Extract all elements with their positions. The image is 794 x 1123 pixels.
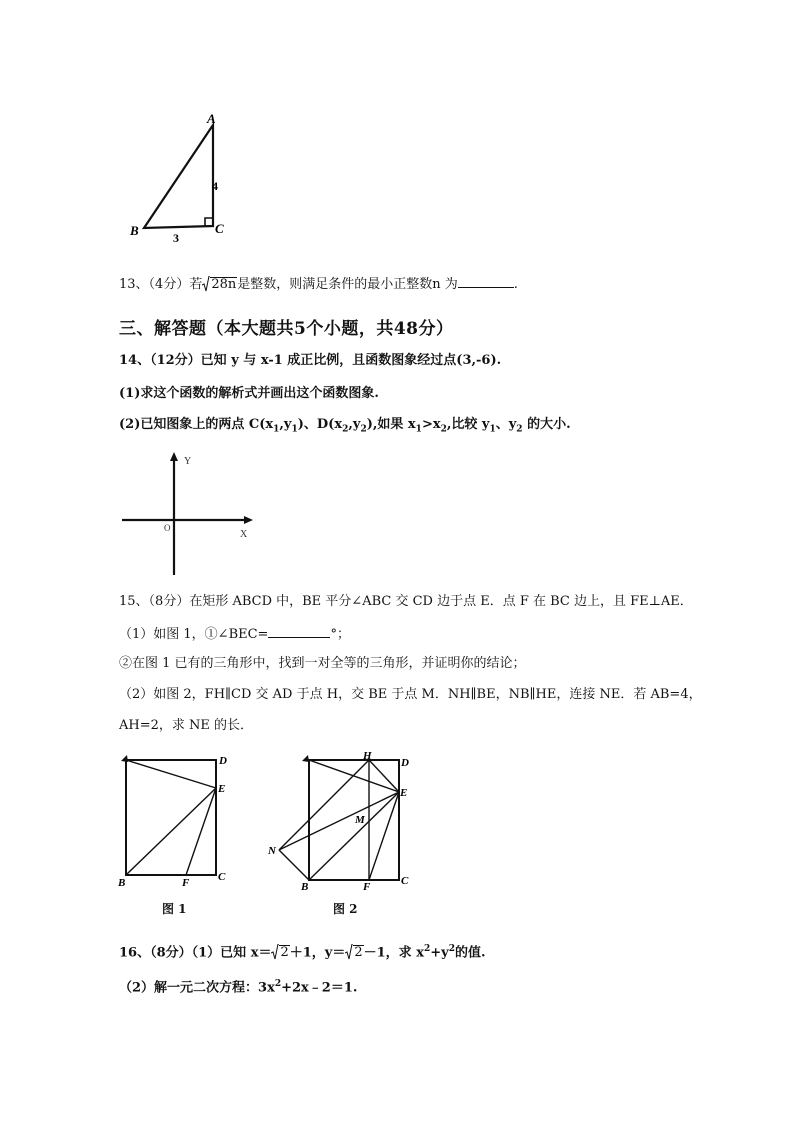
sub-1: 1 [291,424,298,435]
segment-nh [279,760,369,850]
q15-part1 [119,624,350,644]
section-3-title: 三、解答题（本大题共5个小题，共48分） [119,319,454,339]
label-h: H [363,750,372,762]
question-13 [119,274,518,294]
sup-2: 2 [274,979,282,989]
segment-fe [186,788,216,875]
radical-sign-icon [345,944,353,960]
label-f: F [363,881,371,893]
q15-stem: 15、（8分）在矩形 ABCD 中，BE 平分∠ABC 交 CD 边于点 E．点 F 在 BC 边上，且 FE⊥AE． [119,594,693,609]
q14-stem: 14、（12分）已知 y 与 x-1 成正比例，且函数图象经过点(3,-6). [119,353,502,368]
radical [271,944,289,962]
bec-answer-blank [268,624,330,638]
sub-1: 1 [489,424,496,435]
sub-2: 2 [440,424,447,435]
radical-sign-icon [202,276,210,292]
segment-ne [279,792,399,850]
radical-sign-icon [271,944,279,960]
label-d: D [401,757,409,769]
sub-2: 2 [342,424,349,435]
label-e: E [400,787,408,799]
x-axis-label: X [240,529,248,540]
y-axis-arrow-icon [170,452,178,461]
origin-label: O [164,523,171,533]
side-ac-label: 4 [212,179,218,193]
label-b: B [118,877,126,889]
q16-part2-a: （2）解一元二次方程：3x [119,980,275,996]
figure-1 [112,748,242,898]
coordinate-axes-figure [118,445,263,580]
label-c: C [401,875,409,887]
x-axis-arrow-icon [244,516,253,524]
vertex-c-label: C [215,221,224,236]
q14-part2-h: 、y [495,417,517,432]
q14-part2-f: >x [421,417,441,432]
q15-part2-a: （2）如图 2，FH∥CD 交 AD 于点 H，交 BE 于点 M．NH∥BE，NB∥HE，连接 NE．若 AB=4， [119,687,702,702]
q13-answer-blank [458,274,514,288]
figure-2 [265,748,425,898]
point-a-marker [121,755,128,762]
q15-part1-c: ②在图 1 已有的三角形中，找到一对全等的三角形，并证明你的结论； [119,656,526,671]
y-axis-label: Y [184,456,192,467]
right-angle-mark [205,218,213,226]
q15-part2-b: AH=2，求 NE 的长． [119,718,254,733]
point-a-marker [302,755,309,762]
radical [202,276,237,294]
q16-part1-a: 16、（8分）（1）已知 x＝ [119,945,272,961]
q14-part2-e: ),如果 x [366,417,416,432]
triangle-shape [144,125,213,228]
q15-part1-b: °； [330,627,350,642]
side-bc-label: 3 [173,231,179,245]
q16-part1-b: ＋1，y＝ [289,945,346,961]
q13-end: . [513,277,518,292]
q14-part2-i: 的大小. [522,417,571,432]
vertex-a-label: A [207,111,216,126]
q14-part2-d: ,y [348,417,361,432]
q16-part1-c: －1，求 x [363,945,424,961]
label-f: F [182,877,190,889]
q14-part2-g: ,比较 y [446,417,490,432]
q14-part2-b: ,y [279,417,292,432]
sqrt-radicand: 2 [280,944,289,960]
q13-prefix: 13、（4分）若 [119,277,203,292]
q16-part1-d: +y [430,945,449,961]
sub-2: 2 [516,424,523,435]
label-e: E [218,783,226,795]
q14-part1: (1)求这个函数的解析式并画出这个函数图象. [119,386,379,401]
rectangle-abcd [126,760,216,875]
segment-be [126,788,216,875]
radical [345,944,363,962]
q14-part2-c: )、D(x [297,417,343,432]
figure-1-caption: 图 1 [162,902,187,916]
label-n: N [268,845,276,857]
q16-part1-e: 的值. [454,945,486,961]
segment-ae [309,760,399,792]
sqrt-radicand: 2 [354,944,363,960]
label-c: C [218,871,226,883]
segment-ae [126,760,216,788]
label-m: M [355,814,365,826]
sup-2: 2 [448,944,455,954]
vertex-b-label: B [130,223,139,238]
segment-nb [279,850,309,880]
sub-1: 1 [273,424,280,435]
sub-1: 1 [415,424,422,435]
q14-part2 [119,416,571,439]
right-triangle-figure [120,105,240,255]
q14-part2-a: (2)已知图象上的两点 C(x [119,417,274,432]
q13-radicand: 28n [211,276,237,292]
sup-2: 2 [423,944,431,954]
q16-part2-b: +2x﹣2＝1. [281,980,358,996]
q16-part1 [119,940,485,962]
segment-fe [369,792,399,880]
q16-part2 [119,975,357,997]
figure-2-caption: 图 2 [333,902,358,916]
sub-2: 2 [360,424,367,435]
q13-suffix: 是整数，则满足条件的最小正整数n 为 [237,277,458,292]
label-b: B [301,881,309,893]
q15-part1-a: （1）如图 1，①∠BEC= [119,627,269,642]
label-d: D [219,755,227,767]
segment-be [309,792,399,880]
